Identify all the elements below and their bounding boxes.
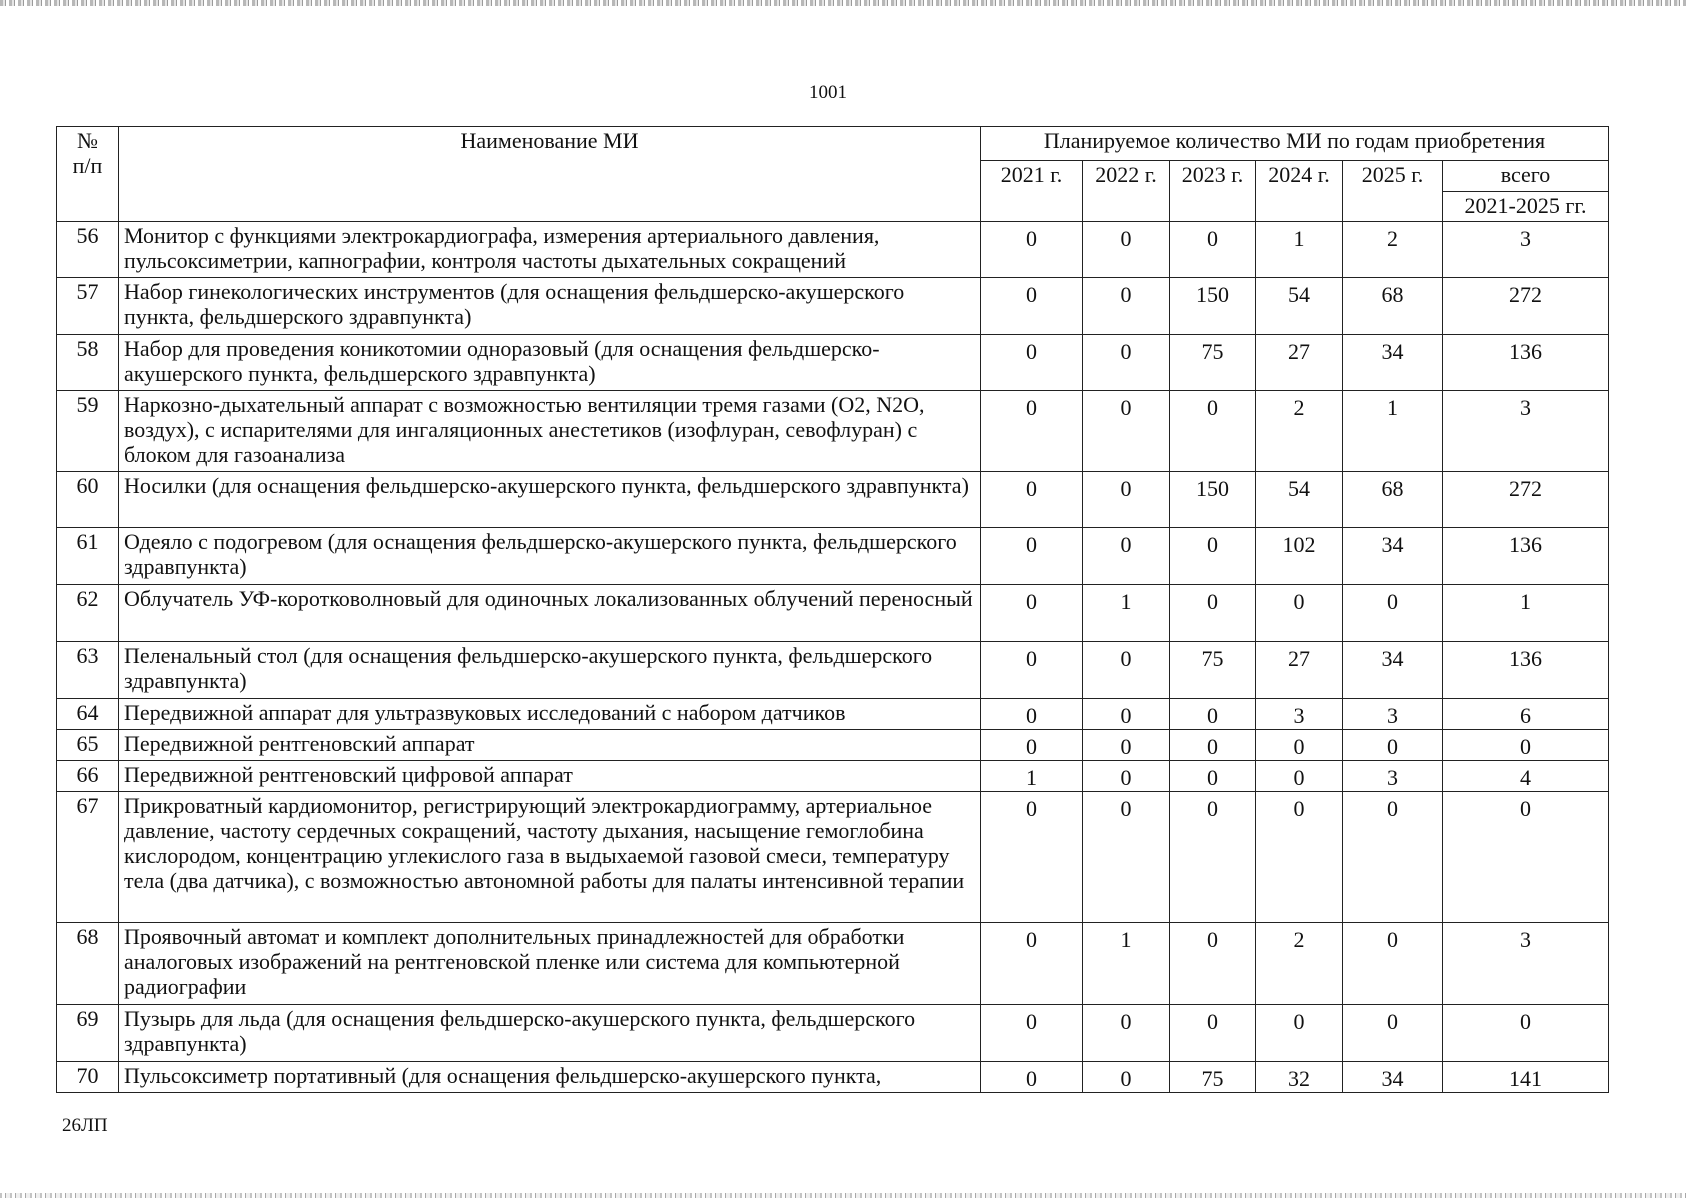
header-num: № п/п (57, 127, 119, 222)
value-total: 4 (1443, 761, 1609, 792)
value-total: 136 (1443, 528, 1609, 585)
value-2021: 0 (981, 585, 1083, 642)
table-row (57, 761, 1609, 792)
value-2022: 0 (1083, 699, 1170, 730)
row-number: 66 (57, 761, 119, 792)
value-2024: 0 (1256, 792, 1343, 923)
row-name: Наркозно-дыхательный аппарат с возможностью вентиляции тремя газами (О2, N2O, воздух), с испарителями для ингаляционных анестетиков (изофлуран, севофлуран) с блоком для газоанализа (119, 391, 981, 472)
row-name: Передвижной рентгеновский цифровой аппарат (119, 761, 981, 792)
value-2024: 54 (1256, 278, 1343, 335)
table-row (57, 792, 1609, 923)
table-row (57, 585, 1609, 642)
row-number: 57 (57, 278, 119, 335)
value-2022: 0 (1083, 335, 1170, 391)
row-number: 58 (57, 335, 119, 391)
row-name: Носилки (для оснащения фельдшерско-акушерского пункта, фельдшерского здравпункта) (119, 472, 981, 528)
value-2023: 0 (1170, 730, 1256, 761)
footer-code: 26ЛП (62, 1115, 108, 1136)
value-2021: 0 (981, 923, 1083, 1005)
table-row (57, 1005, 1609, 1062)
value-2024: 27 (1256, 335, 1343, 391)
row-number: 61 (57, 528, 119, 585)
value-total: 3 (1443, 923, 1609, 1005)
table-row (57, 699, 1609, 730)
header-total: всего (1443, 161, 1609, 192)
table-body (57, 222, 1609, 1093)
value-2022: 0 (1083, 278, 1170, 335)
row-number: 65 (57, 730, 119, 761)
table-row (57, 222, 1609, 278)
value-2024: 0 (1256, 585, 1343, 642)
table-header (57, 127, 1609, 222)
value-2022: 0 (1083, 222, 1170, 278)
value-2021: 0 (981, 472, 1083, 528)
value-2023: 0 (1170, 222, 1256, 278)
value-2021: 0 (981, 278, 1083, 335)
row-name: Монитор с функциями электрокардиографа, измерения артериального давления, пульсоксиметрии, капнографии, контроля частоты дыхательных сокращений (119, 222, 981, 278)
value-2023: 0 (1170, 585, 1256, 642)
table-row (57, 335, 1609, 391)
value-total: 0 (1443, 792, 1609, 923)
row-name: Проявочный автомат и комплект дополнительных принадлежностей для обработки аналоговых изображений на рентгеновской пленке или система для компьютерной радиографии (119, 923, 981, 1005)
value-2024: 32 (1256, 1062, 1343, 1093)
value-2022: 0 (1083, 730, 1170, 761)
value-2022: 0 (1083, 642, 1170, 699)
value-total: 272 (1443, 472, 1609, 528)
table-row (57, 528, 1609, 585)
row-number: 60 (57, 472, 119, 528)
value-2024: 102 (1256, 528, 1343, 585)
row-number: 63 (57, 642, 119, 699)
value-2021: 0 (981, 642, 1083, 699)
value-2021: 0 (981, 335, 1083, 391)
row-number: 62 (57, 585, 119, 642)
row-name: Передвижной рентгеновский аппарат (119, 730, 981, 761)
value-2021: 0 (981, 792, 1083, 923)
header-year-2021: 2021 г. (981, 161, 1083, 222)
value-2024: 27 (1256, 642, 1343, 699)
value-2023: 0 (1170, 699, 1256, 730)
value-total: 0 (1443, 730, 1609, 761)
value-2021: 0 (981, 1005, 1083, 1062)
value-2025: 34 (1343, 335, 1443, 391)
value-2021: 0 (981, 699, 1083, 730)
value-2022: 0 (1083, 761, 1170, 792)
header-year-2025: 2025 г. (1343, 161, 1443, 222)
value-total: 6 (1443, 699, 1609, 730)
value-2022: 1 (1083, 585, 1170, 642)
row-name: Прикроватный кардиомонитор, регистрирующий электрокардиограмму, артериальное давление, частоту сердечных сокращений, частоту дыхания, насыщение гемоглобина кислородом, концентрацию углекислого газа в выдыхаемой газовой смеси, температуру тела (два датчика), с возможностью автономной работы для палаты интенсивной терапии (119, 792, 981, 923)
row-name: Набор для проведения коникотомии одноразовый (для оснащения фельдшерско-акушерского пункта, фельдшерского здравпункта) (119, 335, 981, 391)
row-number: 70 (57, 1062, 119, 1093)
value-2024: 3 (1256, 699, 1343, 730)
value-2025: 68 (1343, 472, 1443, 528)
value-2023: 0 (1170, 1005, 1256, 1062)
value-2023: 0 (1170, 528, 1256, 585)
table-row (57, 1062, 1609, 1093)
value-total: 272 (1443, 278, 1609, 335)
value-2022: 0 (1083, 391, 1170, 472)
row-number: 67 (57, 792, 119, 923)
header-name: Наименование МИ (119, 127, 981, 222)
value-2022: 0 (1083, 528, 1170, 585)
value-2023: 75 (1170, 642, 1256, 699)
value-total: 3 (1443, 391, 1609, 472)
value-2023: 150 (1170, 278, 1256, 335)
value-2024: 0 (1256, 730, 1343, 761)
row-name: Облучатель УФ-коротковолновый для одиночных локализованных облучений переносный (119, 585, 981, 642)
value-2021: 1 (981, 761, 1083, 792)
value-2025: 0 (1343, 792, 1443, 923)
value-2021: 0 (981, 222, 1083, 278)
value-total: 0 (1443, 1005, 1609, 1062)
value-2025: 3 (1343, 761, 1443, 792)
value-2021: 0 (981, 528, 1083, 585)
value-2025: 34 (1343, 1062, 1443, 1093)
row-name: Набор гинекологических инструментов (для оснащения фельдшерско-акушерского пункта, фельдшерского здравпункта) (119, 278, 981, 335)
table-row (57, 391, 1609, 472)
value-2022: 1 (1083, 923, 1170, 1005)
header-year-2024: 2024 г. (1256, 161, 1343, 222)
value-total: 136 (1443, 335, 1609, 391)
value-2025: 2 (1343, 222, 1443, 278)
value-2025: 34 (1343, 528, 1443, 585)
scan-edge-top (0, 0, 1686, 6)
value-2025: 0 (1343, 730, 1443, 761)
value-total: 1 (1443, 585, 1609, 642)
equipment-table (56, 126, 1609, 1093)
value-2022: 0 (1083, 792, 1170, 923)
value-total: 136 (1443, 642, 1609, 699)
value-2024: 0 (1256, 1005, 1343, 1062)
table-row (57, 730, 1609, 761)
value-2025: 34 (1343, 642, 1443, 699)
value-2024: 1 (1256, 222, 1343, 278)
value-2021: 0 (981, 730, 1083, 761)
value-2022: 0 (1083, 1062, 1170, 1093)
row-number: 59 (57, 391, 119, 472)
table-row (57, 278, 1609, 335)
row-number: 64 (57, 699, 119, 730)
value-2024: 54 (1256, 472, 1343, 528)
value-2024: 2 (1256, 923, 1343, 1005)
value-2025: 3 (1343, 699, 1443, 730)
table-row (57, 472, 1609, 528)
value-2021: 0 (981, 391, 1083, 472)
row-name: Одеяло с подогревом (для оснащения фельдшерско-акушерского пункта, фельдшерского здравпункта) (119, 528, 981, 585)
value-2025: 0 (1343, 923, 1443, 1005)
header-year-2023: 2023 г. (1170, 161, 1256, 222)
value-total: 3 (1443, 222, 1609, 278)
value-2021: 0 (981, 1062, 1083, 1093)
value-2022: 0 (1083, 472, 1170, 528)
row-name: Пеленальный стол (для оснащения фельдшерско-акушерского пункта, фельдшерского здравпункта) (119, 642, 981, 699)
value-2025: 0 (1343, 1005, 1443, 1062)
header-total-range: 2021-2025 гг. (1443, 192, 1609, 222)
value-2022: 0 (1083, 1005, 1170, 1062)
page-number: 1001 (809, 82, 847, 103)
table-row (57, 642, 1609, 699)
value-2024: 2 (1256, 391, 1343, 472)
value-2023: 0 (1170, 792, 1256, 923)
header-planned-quantity: Планируемое количество МИ по годам приобретения (981, 127, 1609, 161)
value-2025: 0 (1343, 585, 1443, 642)
row-name: Пульсоксиметр портативный (для оснащения фельдшерско-акушерского пункта, (119, 1062, 981, 1093)
header-year-2022: 2022 г. (1083, 161, 1170, 222)
value-total: 141 (1443, 1062, 1609, 1093)
value-2025: 1 (1343, 391, 1443, 472)
row-number: 68 (57, 923, 119, 1005)
row-number: 56 (57, 222, 119, 278)
value-2023: 75 (1170, 335, 1256, 391)
row-name: Передвижной аппарат для ультразвуковых исследований с набором датчиков (119, 699, 981, 730)
value-2025: 68 (1343, 278, 1443, 335)
scan-edge-bottom (0, 1193, 1686, 1198)
value-2024: 0 (1256, 761, 1343, 792)
value-2023: 0 (1170, 923, 1256, 1005)
row-number: 69 (57, 1005, 119, 1062)
value-2023: 0 (1170, 761, 1256, 792)
table-row (57, 923, 1609, 1005)
value-2023: 0 (1170, 391, 1256, 472)
row-name: Пузырь для льда (для оснащения фельдшерско-акушерского пункта, фельдшерского здравпункта) (119, 1005, 981, 1062)
value-2023: 75 (1170, 1062, 1256, 1093)
value-2023: 150 (1170, 472, 1256, 528)
